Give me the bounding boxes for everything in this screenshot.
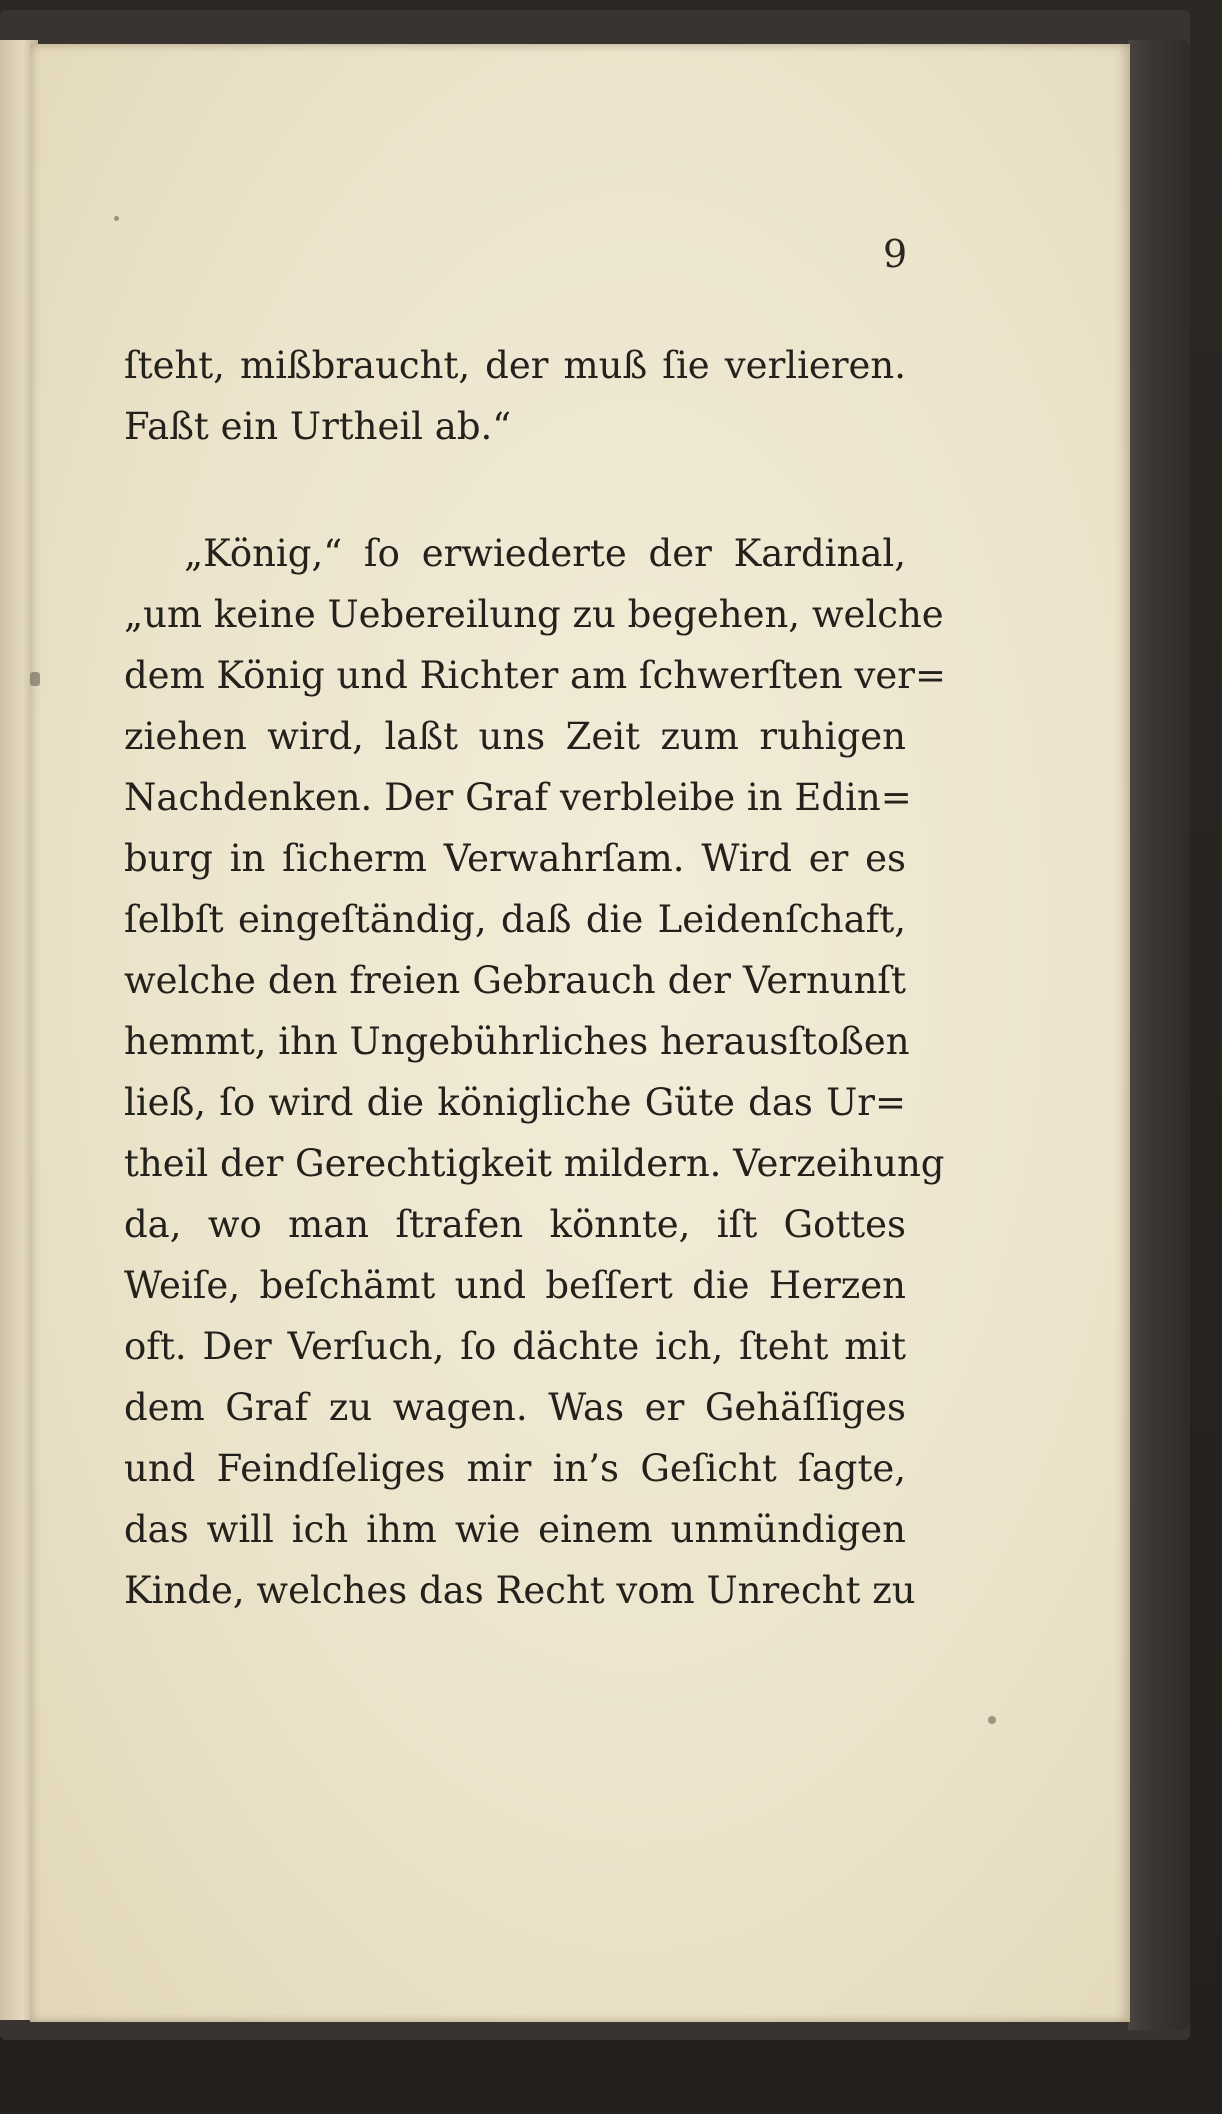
text-line: ſteht, mißbraucht, der muß ſie verlieren. <box>124 344 906 387</box>
text-line: dem Graf zu wagen. Was er Gehäſſiges <box>124 1386 906 1429</box>
text-line: Weiſe, beſchämt und beſſert die Herzen <box>124 1264 906 1307</box>
text-line: und Feindſeliges mir in’s Geſicht ſagte, <box>124 1447 906 1490</box>
paragraph-1 <box>124 335 906 457</box>
text-line: dem König und Richter am ſchwerſten ver= <box>124 654 946 697</box>
text-line: Faßt ein Urtheil ab.“ <box>124 405 512 448</box>
text-line: Kinde, welches das Recht vom Unrecht zu <box>124 1569 916 1612</box>
paper-blemish <box>114 216 119 221</box>
book-spine <box>1128 40 1190 2030</box>
paper-blemish <box>988 1716 996 1724</box>
text-line: „um keine Uebereilung zu begehen, welche <box>124 593 944 636</box>
text-line: burg in ſicherm Verwahrſam. Wird er es <box>124 837 906 880</box>
text-line: ziehen wird, laßt uns Zeit zum ruhigen <box>124 715 906 758</box>
text-line: ſelbſt eingeſtändig, daß die Leidenſchaft, <box>124 898 906 941</box>
text-line: oft. Der Verſuch, ſo dächte ich, ſteht mit <box>124 1325 906 1368</box>
page-number: 9 <box>883 232 908 276</box>
text-line: da, wo man ſtrafen könnte, iſt Gottes <box>124 1203 906 1246</box>
text-line: das will ich ihm wie einem unmündigen <box>124 1508 906 1551</box>
text-line: theil der Gerechtigkeit mildern. Verzeihung <box>124 1142 945 1185</box>
paragraph-2 <box>124 523 946 1621</box>
text-line: „König,“ ſo erwiederte der Kardinal, <box>184 532 906 575</box>
paper-blemish <box>30 672 40 686</box>
text-line: Nachdenken. Der Graf verbleibe in Edin= <box>124 776 912 819</box>
text-line: welche den freien Gebrauch der Vernunſt <box>124 959 906 1002</box>
text-line: hemmt, ihn Ungebührliches herausſtoßen <box>124 1020 910 1063</box>
page-body-text <box>124 335 946 1621</box>
text-line: ließ, ſo wird die königliche Güte das Ur= <box>124 1081 906 1124</box>
